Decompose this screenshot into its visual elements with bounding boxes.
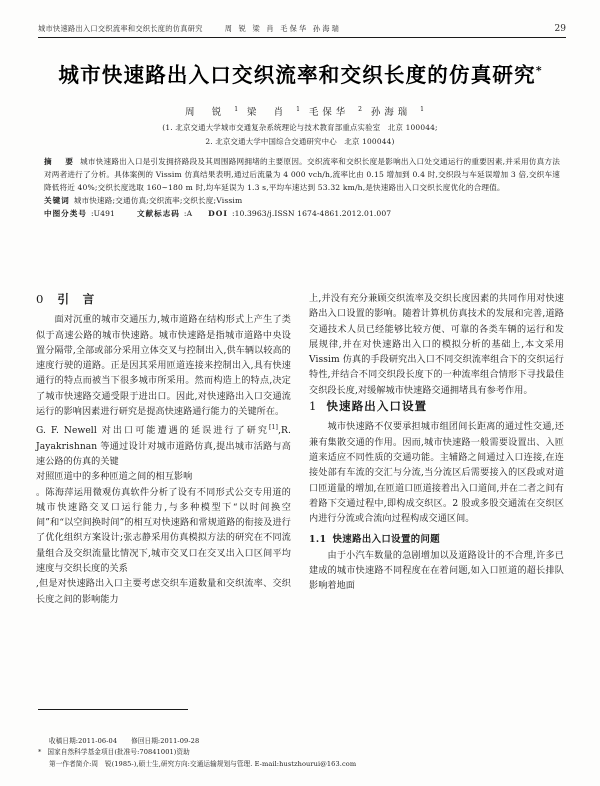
running-header-title: 城市快速路出入口交织流率和交织长度的仿真研究 <box>38 24 203 33</box>
clc-value: U491 <box>93 209 115 219</box>
author-2: 梁 肖 <box>247 107 288 118</box>
keywords-paragraph <box>44 194 560 207</box>
keywords-text: 城市快速路;交通仿真;交织流率;交织长度;Vissim <box>73 196 243 206</box>
footnote-block <box>38 736 570 770</box>
running-header-authors: 周 锐 梁 肖 毛保华 孙海瑞 <box>224 24 342 33</box>
section-1-number: 1 <box>309 399 318 414</box>
fund-text: 国家自然科学基金项目(批准号:70841001)资助 <box>47 748 190 757</box>
author-4-affil-mark: 1 <box>420 105 424 113</box>
abstract-block <box>44 155 560 220</box>
page-number: 29 <box>554 24 566 34</box>
doi-value: 10.3963/j.ISSN 1674-4861.2012.01.007 <box>234 209 392 219</box>
author-list <box>0 104 600 118</box>
footnote-bio: 第一作者简介:周 锐(1985-),硕士生,研究方向:交通运输规划与管理. E-mail:hustzhourui@163.com <box>49 759 357 768</box>
left-p2-pre: G. F. Newell 对出口可能遭遇的 <box>36 426 191 437</box>
left-p2-rest: 延误进行了研究 <box>190 426 269 437</box>
left-paragraph-5: ,但是对快速路出入口主要考虑交织车道数量和交织流率、交织长度之间的影响能力 <box>36 579 291 605</box>
affiliation-line-1: (1. 北京交通大学城市交通复杂系统理论与技术教育部重点实验室 北京 100044; <box>162 123 438 132</box>
title-footnote-marker: * <box>535 64 542 78</box>
clc-label: 中图分类号 <box>44 209 87 219</box>
left-paragraph-1: 面对沉重的城市交通压力,城市道路在结构形式上产生了类似于高速公路的城市快速路。城市快速路是指城市道路中央设置分隔带,全部或部分采用立体交叉与控制出入,供车辆以较高的速度行驶的道路。正是因其采用匝道连接来控制出入,具有快速通行的特点而被当下很多城市所采用。然而构造上的特点,决定了城市快速路交通受限于进出口。因此,对快速路出入口交通流运行的影响因素进行研究是提高快速路通行能力的关键所在。 <box>36 315 291 418</box>
section-11-number: 1.1 <box>309 534 327 546</box>
bio-label: 第一作者简介 <box>49 759 90 768</box>
author-2-affil-mark: 1 <box>296 105 300 113</box>
abstract-text: 城市快速路出入口是引发拥挤路段及其周围路网拥堵的主要原因。交织流率和交织长度是影响出入口处交通运行的重要因素,并采用仿真方法对两者进行了分析。具体案例的 Vissim 仿真结果表明,通过后流量为 4 000 vch/h,流率比由 0.15 增加到 0.4 时,交织段与车延误增加 3 倍,交织车速降低将近 40%;交织长度选取 160~180 m 时,均车延误为 1.3 s,平均车速达到 53.32 km/h,是快速路出入口交织长度优化的合理值。 <box>44 157 560 193</box>
author-1: 周 锐 <box>185 107 226 118</box>
doc-code-label: 文献标志码 <box>136 209 180 219</box>
author-1-affil-mark: 1 <box>234 105 239 113</box>
footnote-dates: 收稿日期:2011-06-04 修回日期:2011-09-28 <box>49 736 200 745</box>
received-label: 收稿日期 <box>49 736 76 745</box>
classification-paragraph: 中图分类号 :U491 文献标志码 :A DOI :10.3963/j.ISSN 1674-4861.2012.01.007 <box>44 209 392 219</box>
fund-marker: * <box>38 748 42 757</box>
abstract-label: 摘 要 <box>44 157 77 166</box>
section-heading-1-1 <box>309 532 564 547</box>
left-paragraph-3: 对照匝道中的多种匝道之间的相互影响 <box>36 472 193 483</box>
revised-date: 2011-09-28 <box>160 736 200 745</box>
author-4: 孙海瑞 <box>370 107 412 118</box>
footnote-divider <box>38 709 188 710</box>
right-column <box>309 292 564 710</box>
right-paragraph-2: 城市快速路不仅要承担城市组团间长距离的通过性交通,还兼有集散交通的作用。因而,城市快速路一般需要设置出、入匝道来适应不同性质的交通功能。主辅路之间通过入口连接,在连接处部有车流的交汇与分流,当分流区后需要接入的区段或对道口匝道量的增加,在匝道口匝道接着出入口道间,并在二者之间有着路下交通过程中,即构成交织区。2 股或多股交通流在交织区内进行分流或合流向过程构成交通区间。 <box>309 422 564 525</box>
keywords-label: 关键词 <box>44 196 70 206</box>
left-p2-mid: ,R. Jayakrishnan 等通过设计对城市道路仿真,提出城市活路与高速公路的仿真的关键 <box>36 426 291 467</box>
abstract-paragraph <box>44 155 560 194</box>
section-0-number: 0 <box>36 292 45 306</box>
affiliation-line-2: 2. 北京交通大学中国综合交通研究中心 北京 100044) <box>205 137 395 146</box>
section-11-title: 快速路出入口设置的问题 <box>332 534 441 546</box>
section-1-title: 快速路出入口设置 <box>326 399 428 414</box>
reference-marker-1: [1] <box>268 424 279 432</box>
revised-label: 修回日期 <box>131 736 158 745</box>
body-columns <box>36 292 568 710</box>
bio-text: 周 锐(1985-),硕士生,研究方向:交通运输规划与管理. E-mail:hustzhourui@163.com <box>91 759 357 768</box>
title-text: 城市快速路出入口交织流率和交织长度的仿真研究 <box>58 63 536 87</box>
left-paragraph-2 <box>36 420 291 470</box>
left-column <box>36 292 291 710</box>
right-paragraph-3: 由于小汽车数量的急剧增加以及道路设计的不合理,许多已建成的城市快速路不同程度在在着问题,如入口匝道的超长排队影响着地面 <box>309 550 564 592</box>
author-3: 毛保华 <box>309 107 350 118</box>
received-date: 2011-06-04 <box>78 736 118 745</box>
left-paragraph-4: 。陈海萍运用微观仿真软件分析了设有不同形式公交专用道的城市快速路交叉口运行能力,与多种模型下“以时间换空间”和“以空间换时间”的相互对快速路和常规道路的衔接及进行了优化组织方案设计;张志静采用仿真模拟方法的研究在不同流量组合及交织流量比情况下,城市交叉口在交叉出入口区间平均速度与交织长度的关系 <box>36 487 291 575</box>
doc-code-value: A <box>186 209 193 219</box>
section-0-title: 引 言 <box>57 292 96 306</box>
right-paragraph-1: 上,并没有充分兼顾交织流率及交织长度因素的共同作用对快速路出入口设置的影响。随着计算机仿真技术的发展和完善,道路交通技术人员已经能够比较方便、可靠的各类车辆的运行和发展规律,并在对快速路出入口的模拟分析的基础上,本文采用 Vissim 仿真的手段研究出入口不同交织流率组合下的交织运行特性,并结合不同交织段长度下的一种流率组合情形下寻找最佳交织段长度,对缓解城市快速路交通拥堵具有参考作用。 <box>309 294 564 396</box>
section-heading-0 <box>36 292 291 307</box>
page-title <box>0 58 600 88</box>
header-divider <box>38 37 566 38</box>
footnote-fund <box>38 747 570 758</box>
doi-label: DOI <box>208 209 228 219</box>
author-3-affil-mark: 2 <box>358 105 362 113</box>
section-heading-1 <box>309 399 564 414</box>
running-header <box>38 24 566 34</box>
